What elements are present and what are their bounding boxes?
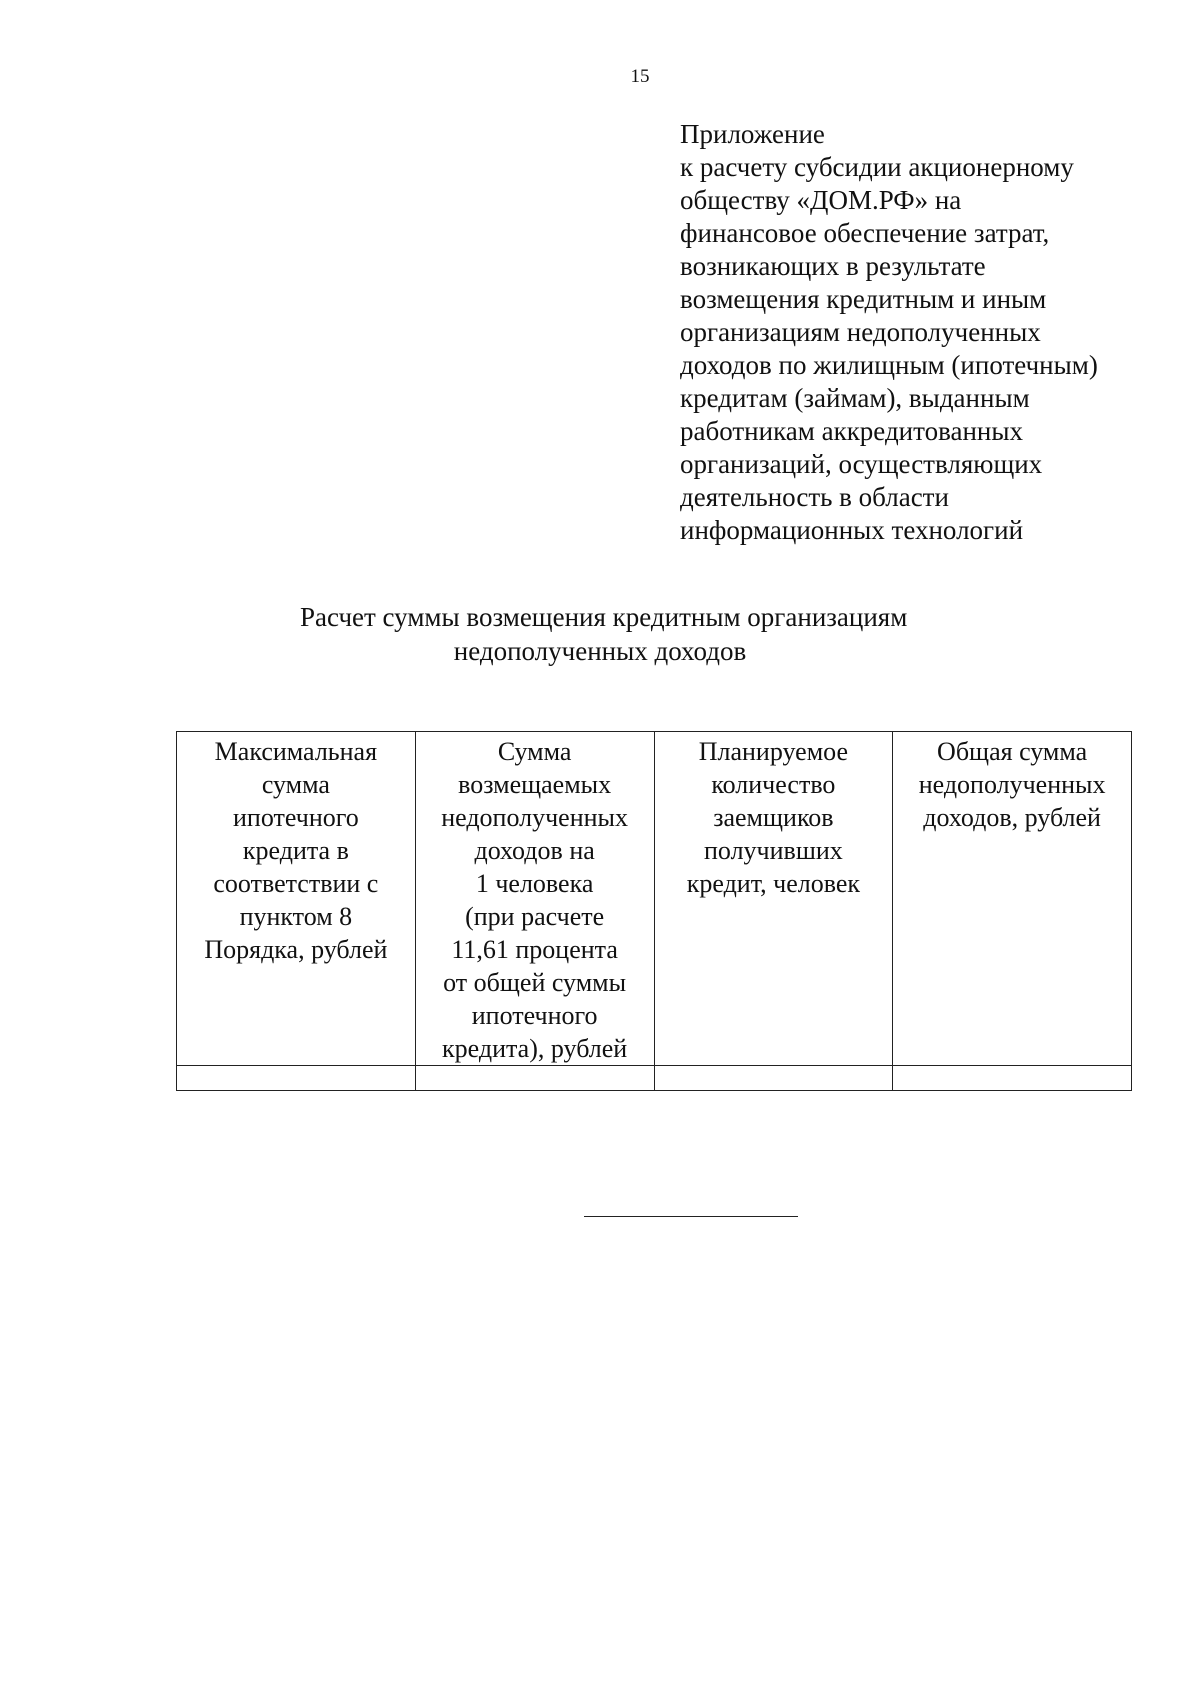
header-line: (при расчете — [465, 902, 605, 931]
table-cell — [893, 1066, 1132, 1091]
header-line: сумма — [261, 770, 330, 799]
appendix-line: доходов по жилищным (ипотечным) — [680, 350, 1098, 380]
appendix-line: работникам аккредитованных — [680, 416, 1023, 446]
appendix-line: финансовое обеспечение затрат, — [680, 218, 1050, 248]
appendix-header — [680, 118, 1180, 547]
table-row — [177, 1066, 1132, 1091]
header-line: ипотечного — [471, 1001, 598, 1030]
end-divider — [584, 1216, 798, 1217]
header-line: недополученных — [918, 770, 1106, 799]
appendix-line: возмещения кредитным и иным — [680, 284, 1047, 314]
header-line: 11,61 процента — [451, 935, 618, 964]
header-line: Общая сумма — [937, 737, 1088, 766]
header-line: количество — [711, 770, 836, 799]
appendix-line: кредитам (займам), выданным — [680, 383, 1030, 413]
header-line: получивших — [704, 836, 843, 865]
column-header-reimbursement-per-person — [415, 732, 654, 1066]
appendix-line: информационных технологий — [680, 515, 1024, 545]
header-line: Порядка, рублей — [204, 935, 388, 964]
column-header-borrowers-count — [654, 732, 893, 1066]
header-line: Планируемое — [698, 737, 849, 766]
header-line: кредит, человек — [686, 869, 860, 898]
document-title — [300, 600, 908, 668]
appendix-line: деятельность в области — [680, 482, 949, 512]
header-line: доходов на — [474, 836, 595, 865]
header-line: соответствии с — [213, 869, 379, 898]
header-line: от общей суммы — [443, 968, 627, 997]
appendix-line: Приложение — [680, 119, 825, 149]
header-line: Максимальная — [214, 737, 378, 766]
column-header-total-lost-income — [893, 732, 1132, 1066]
header-line: Сумма — [497, 737, 572, 766]
appendix-line: обществу «ДОМ.РФ» на — [680, 185, 962, 215]
header-line: 1 человека — [475, 869, 594, 898]
appendix-line: к расчету субсидии акционерному — [680, 152, 1074, 182]
calculation-table — [176, 731, 1132, 1091]
title-line: недополученных доходов — [453, 636, 747, 666]
appendix-line: возникающих в результате — [680, 251, 986, 281]
header-line: возмещаемых — [458, 770, 612, 799]
header-line: заемщиков — [713, 803, 834, 832]
appendix-line: организациям недополученных — [680, 317, 1041, 347]
header-line: недополученных — [441, 803, 629, 832]
table-header-row — [177, 732, 1132, 1066]
title-line: Расчет суммы возмещения кредитным организациям — [300, 602, 908, 632]
header-line: кредита в — [242, 836, 349, 865]
header-line: кредита), рублей — [442, 1034, 628, 1063]
header-line: ипотечного — [233, 803, 359, 832]
header-line: пунктом 8 — [239, 902, 353, 931]
table-cell — [415, 1066, 654, 1091]
column-header-max-credit — [177, 732, 416, 1066]
table-cell — [654, 1066, 893, 1091]
appendix-line: организаций, осуществляющих — [680, 449, 1043, 479]
page-number: 15 — [630, 66, 650, 87]
table-cell — [177, 1066, 416, 1091]
header-line: доходов, рублей — [923, 803, 1101, 832]
